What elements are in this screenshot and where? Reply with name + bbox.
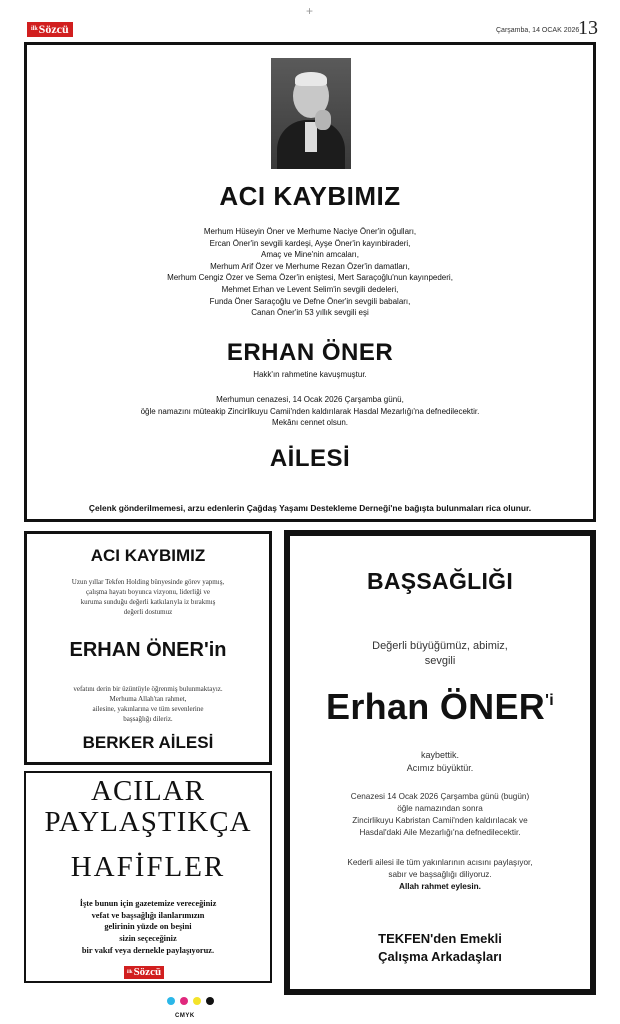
funeral-line: öğle namazından sonra (397, 804, 483, 813)
promo-line: sizin seçeceğiniz (119, 934, 177, 944)
condolence-line: ailesine, yakınlarına ve tüm sevenlerine (92, 705, 204, 713)
tribute-line: kuruma sunduğu değerli katkılarıyla iz bırakmış (80, 598, 216, 606)
promo-line: bir vakıf veya dernekle paylaşıyoruz. (81, 945, 215, 955)
funeral-details (290, 791, 590, 839)
newspaper-logo: $^{ilk}$Sözcü (124, 966, 164, 979)
relatives-line: Merhum Hüseyin Öner ve Merhume Naciye Öner'in oğulları, (203, 227, 417, 236)
deceased-portrait-photo (271, 58, 351, 169)
cmyk-label: CMYK (175, 1013, 195, 1019)
donation-request: Çelenk gönderilmemesi, arzu edenlerin Çağdaş Yaşamı Destekleme Derneği'ne bağışta bulunmaları rica olunur. (88, 503, 532, 513)
page-number: 13 (578, 17, 598, 39)
magenta-dot-icon (180, 997, 188, 1005)
deceased-name: ERHAN ÖNER'in (69, 639, 227, 661)
loss-line: Acımız büyüktür. (406, 763, 474, 773)
crop-mark-icon: + (306, 4, 314, 18)
notice-heading: BAŞSAĞLIĞI (366, 568, 514, 594)
condolence-line: başsağlığı dileriz. (123, 715, 173, 723)
passed-away-text: Hakk'ın rahmetine kavuşmuştur. (253, 370, 367, 379)
tribute-line: değerli dostumuz (123, 608, 173, 616)
funeral-line: Cenazesi 14 Ocak 2026 Çarşamba günü (bugün) (350, 792, 530, 801)
promo-headline-line: PAYLAŞTIKÇA (44, 806, 252, 838)
tribute-line: Uzun yıllar Tekfen Holding bünyesinde görev yapmış, (71, 578, 225, 586)
notice-heading: ACI KAYBIMIZ (90, 546, 206, 565)
sender-line: Çalışma Arkadaşları (378, 949, 502, 964)
sender-signature (290, 930, 590, 966)
relatives-list (27, 226, 593, 319)
funeral-details (27, 394, 593, 429)
funeral-line: Mekânı cennet olsun. (271, 418, 349, 428)
cmyk-registration-dots (167, 997, 217, 1007)
relatives-line: Merhum Arif Özer ve Merhume Rezan Özer'in damatları, (210, 261, 410, 271)
condolence-line: Merhuma Allah'tan rahmet, (109, 695, 187, 703)
newspaper-promo (24, 771, 272, 983)
promo-line: vefat ve başsağlığı ilanlarımızın (91, 910, 205, 920)
relatives-line: Mehmet Erhan ve Levent Selim'in sevgili dedeleri, (221, 284, 399, 294)
family-signature: BERKER AİLESİ (82, 733, 214, 752)
relatives-line: Ercan Öner'in sevgili kardeşi, Ayşe Öner'in kayınbiraderi, (209, 238, 411, 248)
closing-prayer: Allah rahmet eylesin. (399, 882, 481, 891)
intro-text (290, 639, 590, 669)
intro-line: sevgili (424, 655, 456, 667)
condolence-text (27, 684, 269, 724)
family-signature: AİLESİ (269, 445, 351, 472)
yellow-dot-icon (193, 997, 201, 1005)
black-dot-icon (206, 997, 214, 1005)
intro-line: Değerli büyüğümüz, abimiz, (372, 640, 508, 652)
main-obituary-notice (24, 42, 596, 522)
funeral-line: Hasdal'daki Aile Mezarlığı'na defnedilecektir. (359, 828, 521, 837)
sender-line: TEKFEN'den Emekli (378, 931, 502, 946)
loss-text (290, 749, 590, 775)
relatives-line: Merhum Cengiz Özer ve Sema Özer'in eniştesi, Mert Saraçoğlu'nun kayınpederi, (167, 273, 453, 283)
condolence-text (290, 857, 590, 893)
funeral-line: Zincirlikuyu Kabristan Camii'nden kaldırılacak ve (352, 816, 528, 825)
newspaper-logo: $^{ilk}$Sözcü (27, 22, 73, 37)
condolence-line: vefatını derin bir üzüntüyle öğrenmiş bulunmaktayız. (73, 685, 223, 693)
tribute-line: çalışma hayatı boyunca vizyonu, liderliği ve (85, 588, 211, 596)
notice-heading: ACI KAYBIMIZ (219, 181, 401, 211)
promo-line: gelirinin yüzde on beşini (104, 922, 192, 932)
issue-date: Çarşamba, 14 OCAK 2026 (496, 27, 580, 34)
funeral-line: Merhumun cenazesi, 14 Ocak 2026 Çarşamba günü, (216, 395, 404, 404)
loss-line: kaybettik. (420, 750, 460, 760)
tribute-text (27, 577, 269, 617)
deceased-name: Erhan $ÖNER^{'i}$ (326, 686, 554, 727)
berker-family-notice (24, 531, 272, 765)
promo-headline-line: ACILAR (91, 775, 205, 807)
relatives-line: Funda Öner Saraçoğlu ve Defne Öner'in sevgili babaları, (209, 296, 411, 306)
promo-headline-line: HAFİFLER (70, 851, 226, 883)
condolence-line: sabır ve başsağlığı diliyoruz. (388, 870, 492, 879)
condolence-line: Kederli ailesi ile tüm yakınlarının acısını paylaşıyor, (347, 858, 533, 867)
promo-line: İşte bunun için gazetemize vereceğiniz (79, 899, 217, 908)
promo-description (26, 898, 270, 957)
relatives-line: Amaç ve Mine'nin amcaları, (260, 250, 359, 260)
condolence-notice (284, 530, 596, 995)
deceased-name: ERHAN ÖNER (226, 339, 394, 366)
funeral-line: öğle namazını müteakip Zincirlikuyu Camii'nden kaldırılarak Hasdal Mezarlığı'na defnedilecektir. (140, 406, 480, 416)
cyan-dot-icon (167, 997, 175, 1005)
relatives-line: Canan Öner'in 53 yıllık sevgili eşi (251, 308, 369, 318)
